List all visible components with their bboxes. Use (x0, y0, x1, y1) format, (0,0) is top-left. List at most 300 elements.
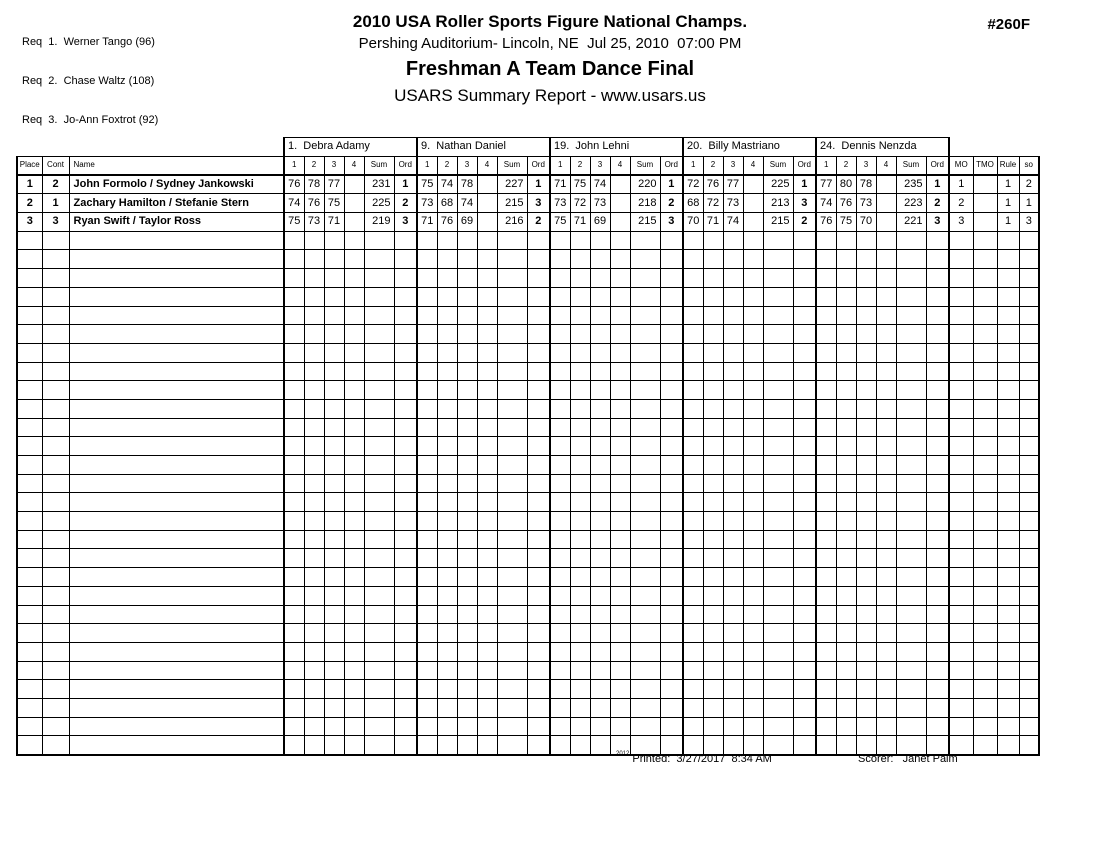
score-cell: 77 (723, 175, 743, 194)
empty-cell (997, 269, 1019, 288)
empty-cell (723, 343, 743, 362)
score-cell: 75 (836, 213, 856, 232)
empty-cell (344, 605, 364, 624)
empty-cell (973, 250, 997, 269)
empty-cell (610, 530, 630, 549)
empty-cell (527, 717, 550, 736)
empty-cell (284, 493, 304, 512)
empty-cell (417, 250, 437, 269)
empty-cell (324, 512, 344, 531)
empty-cell (743, 456, 763, 475)
empty-cell (743, 680, 763, 699)
empty-cell (394, 661, 417, 680)
empty-cell (896, 642, 926, 661)
print-note: 2012 (616, 751, 630, 757)
empty-cell (949, 474, 973, 493)
empty-cell (630, 399, 660, 418)
ord-cell: 1 (793, 175, 816, 194)
ord-cell: 3 (394, 213, 417, 232)
empty-cell (457, 381, 477, 400)
empty-cell (304, 437, 324, 456)
empty-cell (1019, 474, 1039, 493)
empty-cell (324, 362, 344, 381)
empty-cell (550, 269, 570, 288)
empty-cell (816, 698, 836, 717)
empty-cell (836, 642, 856, 661)
empty-cell (816, 474, 836, 493)
empty-cell (1019, 736, 1039, 755)
column-header: 2 (570, 156, 590, 175)
empty-cell (763, 605, 793, 624)
empty-cell (683, 717, 703, 736)
empty-cell (457, 437, 477, 456)
empty-cell (590, 642, 610, 661)
empty-cell (17, 362, 42, 381)
empty-cell (570, 306, 590, 325)
empty-cell (69, 642, 284, 661)
empty-cell (437, 661, 457, 680)
column-header: Rule (997, 156, 1019, 175)
empty-cell (527, 586, 550, 605)
empty-cell (703, 250, 723, 269)
empty-cell (394, 269, 417, 288)
empty-cell (570, 568, 590, 587)
empty-cell (630, 624, 660, 643)
tmo-cell (973, 194, 997, 213)
empty-cell (42, 568, 69, 587)
empty-cell (590, 717, 610, 736)
empty-cell (660, 586, 683, 605)
empty-cell (394, 343, 417, 362)
empty-cell (527, 474, 550, 493)
empty-cell (816, 586, 836, 605)
empty-cell (17, 325, 42, 344)
empty-cell (344, 343, 364, 362)
empty-cell (497, 437, 527, 456)
empty-cell (457, 605, 477, 624)
empty-cell (856, 549, 876, 568)
empty-cell (973, 661, 997, 680)
empty-cell (703, 418, 723, 437)
empty-cell (743, 493, 763, 512)
tmo-cell (973, 213, 997, 232)
empty-cell (660, 661, 683, 680)
empty-cell (816, 642, 836, 661)
score-cell: 74 (284, 194, 304, 213)
name-cell: John Formolo / Sydney Jankowski (69, 175, 284, 194)
empty-cell (703, 568, 723, 587)
empty-cell (457, 698, 477, 717)
empty-cell (973, 512, 997, 531)
empty-cell (344, 512, 364, 531)
empty-cell (284, 325, 304, 344)
empty-cell (497, 549, 527, 568)
empty-cell (723, 287, 743, 306)
empty-cell (497, 661, 527, 680)
empty-cell (497, 456, 527, 475)
empty-cell (417, 231, 437, 250)
empty-cell (610, 381, 630, 400)
empty-cell (660, 306, 683, 325)
empty-cell (836, 381, 856, 400)
empty-cell (394, 399, 417, 418)
sum-cell: 231 (364, 175, 394, 194)
empty-cell (949, 605, 973, 624)
empty-cell (723, 717, 743, 736)
empty-cell (896, 530, 926, 549)
empty-cell (17, 568, 42, 587)
empty-cell (394, 306, 417, 325)
empty-cell (324, 474, 344, 493)
empty-cell (590, 530, 610, 549)
empty-cell (417, 698, 437, 717)
empty-cell (660, 287, 683, 306)
empty-cell (743, 381, 763, 400)
empty-cell (896, 680, 926, 699)
empty-cell (550, 493, 570, 512)
empty-cell (527, 736, 550, 755)
empty-cell (816, 456, 836, 475)
empty-cell (1019, 642, 1039, 661)
empty-cell (324, 680, 344, 699)
empty-cell (457, 736, 477, 755)
empty-cell (477, 512, 497, 531)
sum-cell: 219 (364, 213, 394, 232)
empty-cell (394, 381, 417, 400)
empty-cell (723, 549, 743, 568)
empty-cell (457, 568, 477, 587)
empty-cell (477, 624, 497, 643)
empty-cell (997, 698, 1019, 717)
empty-cell (457, 586, 477, 605)
scorer-line (858, 753, 958, 765)
score-cell: 80 (836, 175, 856, 194)
empty-cell (570, 325, 590, 344)
empty-cell (284, 568, 304, 587)
empty-cell (743, 624, 763, 643)
empty-cell (477, 399, 497, 418)
empty-cell (437, 306, 457, 325)
empty-cell (304, 231, 324, 250)
empty-cell (1019, 456, 1039, 475)
empty-cell (42, 698, 69, 717)
empty-cell (856, 605, 876, 624)
empty-cell (763, 287, 793, 306)
empty-cell (457, 456, 477, 475)
empty-cell (17, 343, 42, 362)
empty-cell (69, 624, 284, 643)
empty-cell (743, 586, 763, 605)
empty-cell (417, 437, 437, 456)
empty-cell (477, 717, 497, 736)
empty-cell (793, 530, 816, 549)
empty-cell (437, 287, 457, 306)
empty-cell (836, 680, 856, 699)
empty-cell (69, 269, 284, 288)
empty-cell (477, 250, 497, 269)
empty-cell (1019, 530, 1039, 549)
empty-cell (570, 717, 590, 736)
empty-cell (836, 306, 856, 325)
empty-cell (69, 399, 284, 418)
empty-cell (793, 343, 816, 362)
empty-cell (876, 250, 896, 269)
empty-cell (610, 343, 630, 362)
empty-cell (816, 493, 836, 512)
empty-cell (364, 231, 394, 250)
empty-cell (703, 680, 723, 699)
empty-cell (949, 568, 973, 587)
score-cell: 74 (816, 194, 836, 213)
empty-cell (660, 493, 683, 512)
empty-cell (17, 231, 42, 250)
scorer-value: Janet Palm (902, 753, 958, 765)
empty-cell (344, 269, 364, 288)
empty-cell (394, 456, 417, 475)
empty-cell (703, 381, 723, 400)
empty-cell (437, 399, 457, 418)
empty-cell (364, 250, 394, 269)
empty-cell (527, 231, 550, 250)
empty-cell (69, 568, 284, 587)
empty-cell (876, 399, 896, 418)
empty-cell (926, 250, 949, 269)
column-header: 3 (457, 156, 477, 175)
empty-cell (364, 343, 394, 362)
empty-cell (876, 661, 896, 680)
empty-cell (836, 568, 856, 587)
empty-cell (856, 568, 876, 587)
empty-cell (703, 512, 723, 531)
empty-cell (364, 642, 394, 661)
empty-cell (437, 362, 457, 381)
empty-cell (836, 512, 856, 531)
empty-cell (703, 231, 723, 250)
empty-cell (417, 493, 437, 512)
empty-cell (1019, 605, 1039, 624)
empty-cell (344, 661, 364, 680)
empty-cell (876, 287, 896, 306)
empty-cell (590, 269, 610, 288)
column-header: Sum (763, 156, 793, 175)
empty-cell (949, 399, 973, 418)
empty-cell (723, 231, 743, 250)
empty-cell (763, 717, 793, 736)
empty-cell (876, 586, 896, 605)
empty-cell (630, 325, 660, 344)
empty-cell (926, 381, 949, 400)
empty-cell (344, 698, 364, 717)
empty-cell (69, 287, 284, 306)
empty-cell (630, 306, 660, 325)
empty-cell (973, 287, 997, 306)
empty-cell (997, 456, 1019, 475)
empty-cell (896, 736, 926, 755)
empty-cell (42, 474, 69, 493)
empty-cell (497, 568, 527, 587)
empty-cell (1019, 306, 1039, 325)
empty-cell (437, 698, 457, 717)
empty-cell (856, 399, 876, 418)
empty-cell (856, 642, 876, 661)
empty-cell (743, 549, 763, 568)
empty-cell (550, 343, 570, 362)
empty-cell (973, 642, 997, 661)
empty-cell (344, 586, 364, 605)
empty-cell (1019, 231, 1039, 250)
column-header: Ord (926, 156, 949, 175)
empty-cell (630, 605, 660, 624)
empty-cell (997, 250, 1019, 269)
event-number: #260F (987, 16, 1030, 33)
empty-cell (896, 250, 926, 269)
empty-cell (723, 605, 743, 624)
judge-name: 9. Nathan Daniel (417, 138, 550, 157)
empty-cell (973, 624, 997, 643)
empty-cell (527, 343, 550, 362)
empty-cell (344, 418, 364, 437)
empty-cell (364, 437, 394, 456)
empty-cell (570, 624, 590, 643)
score-cell (743, 213, 763, 232)
empty-cell (610, 474, 630, 493)
empty-cell (876, 437, 896, 456)
empty-cell (364, 661, 394, 680)
empty-cell (896, 437, 926, 456)
column-header: 4 (743, 156, 763, 175)
empty-cell (630, 493, 660, 512)
mo-cell: 2 (949, 194, 973, 213)
column-header: 1 (284, 156, 304, 175)
empty-cell (856, 474, 876, 493)
empty-cell (304, 456, 324, 475)
empty-cell (304, 362, 324, 381)
empty-cell (42, 269, 69, 288)
sum-cell: 221 (896, 213, 926, 232)
empty-cell (69, 231, 284, 250)
empty-cell (949, 343, 973, 362)
empty-cell (660, 362, 683, 381)
empty-cell (630, 362, 660, 381)
empty-cell (42, 605, 69, 624)
empty-cell (344, 325, 364, 344)
empty-cell (344, 250, 364, 269)
empty-cell (816, 362, 836, 381)
empty-cell (610, 661, 630, 680)
empty-cell (344, 736, 364, 755)
empty-cell (527, 493, 550, 512)
empty-cell (477, 680, 497, 699)
empty-cell (42, 456, 69, 475)
empty-cell (497, 399, 527, 418)
empty-cell (926, 437, 949, 456)
empty-cell (304, 493, 324, 512)
empty-cell (284, 418, 304, 437)
score-cell: 69 (457, 213, 477, 232)
judge-name: 19. John Lehni (550, 138, 683, 157)
empty-cell (550, 624, 570, 643)
empty-cell (703, 736, 723, 755)
score-cell (876, 175, 896, 194)
empty-cell (630, 642, 660, 661)
empty-cell (660, 680, 683, 699)
empty-cell (437, 736, 457, 755)
column-header: 4 (610, 156, 630, 175)
empty-cell (417, 661, 437, 680)
empty-cell (42, 624, 69, 643)
empty-cell (949, 512, 973, 531)
empty-cell (497, 512, 527, 531)
empty-cell (856, 530, 876, 549)
empty-cell (723, 456, 743, 475)
empty-cell (836, 624, 856, 643)
empty-cell (457, 362, 477, 381)
empty-cell (364, 698, 394, 717)
empty-cell (973, 231, 997, 250)
empty-cell (660, 325, 683, 344)
empty-cell (477, 530, 497, 549)
empty-cell (344, 680, 364, 699)
empty-cell (42, 437, 69, 456)
empty-cell (836, 343, 856, 362)
empty-cell (836, 474, 856, 493)
empty-cell (417, 362, 437, 381)
empty-cell (550, 642, 570, 661)
empty-cell (793, 418, 816, 437)
empty-cell (743, 736, 763, 755)
empty-cell (816, 549, 836, 568)
place-cell: 2 (17, 194, 42, 213)
empty-cell (324, 381, 344, 400)
empty-cell (344, 568, 364, 587)
empty-cell (1019, 586, 1039, 605)
empty-cell (17, 586, 42, 605)
empty-cell (17, 456, 42, 475)
so-cell: 1 (1019, 194, 1039, 213)
empty-cell (816, 530, 836, 549)
empty-cell (17, 474, 42, 493)
column-header: 1 (417, 156, 437, 175)
empty-cell (610, 680, 630, 699)
empty-cell (630, 568, 660, 587)
score-cell: 73 (304, 213, 324, 232)
empty-cell (896, 362, 926, 381)
empty-cell (703, 474, 723, 493)
score-cell: 73 (856, 194, 876, 213)
empty-cell (816, 624, 836, 643)
empty-cell (997, 474, 1019, 493)
empty-cell (896, 325, 926, 344)
empty-cell (527, 512, 550, 531)
empty-cell (437, 418, 457, 437)
empty-cell (477, 381, 497, 400)
empty-cell (364, 306, 394, 325)
empty-cell (527, 549, 550, 568)
empty-cell (527, 418, 550, 437)
empty-cell (630, 530, 660, 549)
column-header: 2 (437, 156, 457, 175)
empty-cell (284, 586, 304, 605)
empty-cell (856, 661, 876, 680)
empty-cell (836, 456, 856, 475)
empty-cell (324, 231, 344, 250)
empty-cell (364, 418, 394, 437)
empty-cell (836, 549, 856, 568)
empty-cell (723, 437, 743, 456)
empty-cell (527, 624, 550, 643)
empty-cell (926, 231, 949, 250)
empty-cell (1019, 437, 1039, 456)
